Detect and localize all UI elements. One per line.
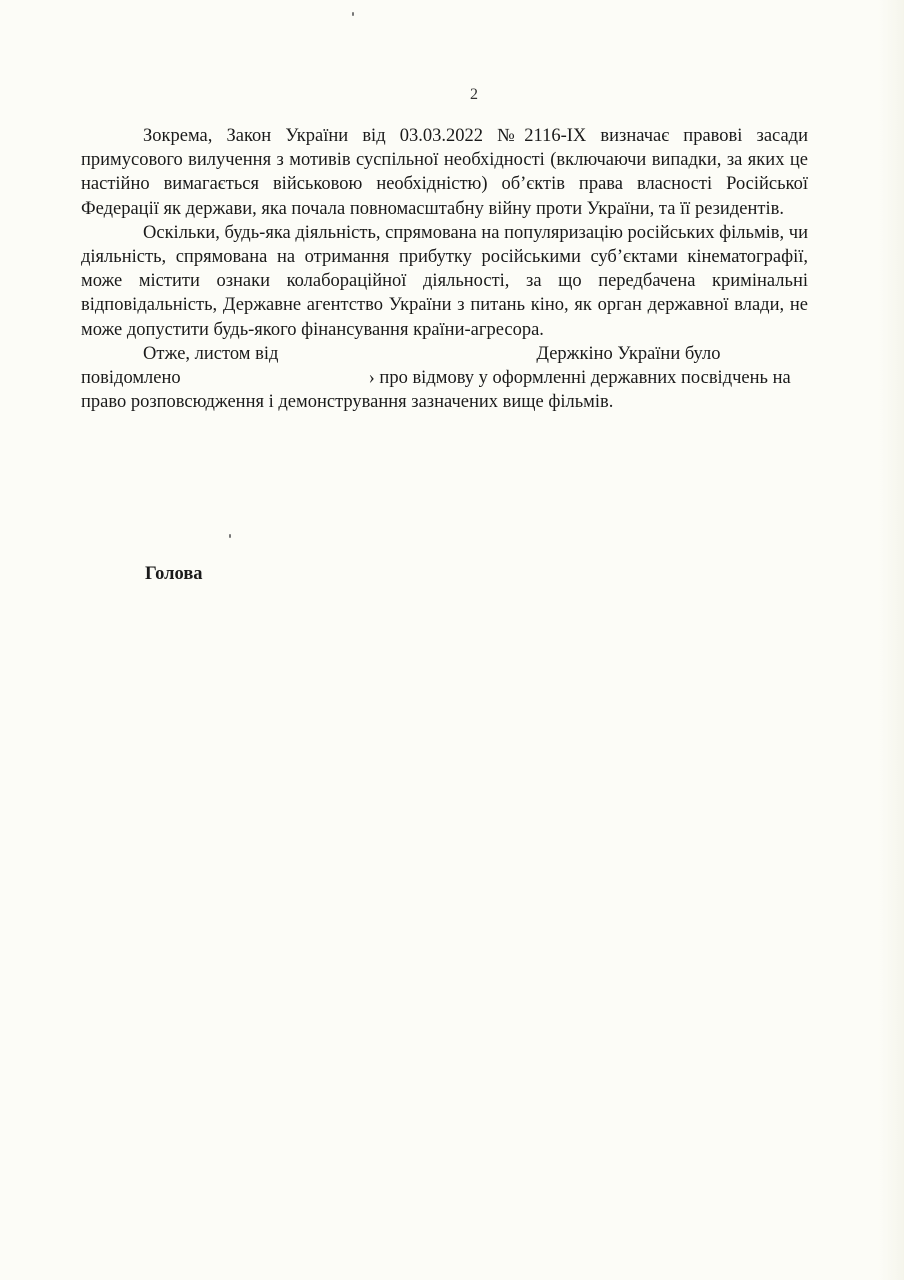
paragraph-conclusion [81,342,808,415]
page-number: 2 [470,86,478,103]
scan-speck [352,12,354,16]
scan-edge [878,0,904,1280]
signature-title: Голова [145,564,203,584]
conclusion-text-1: Отже, листом від [143,343,279,364]
conclusion-text-3: › про відмову у оформленні державних посвідчень на право розповсюдження і демонстрування зазначених вище фільмів. [81,368,791,413]
conclusion-text-2: Держкіно України було повідомлено [81,343,721,389]
scan-speck [229,534,231,538]
paragraph-activity: Оскільки, будь-яка діяльність, спрямована на популяризацію російських фільмів, чи діяльність, спрямована на отримання прибутку російськими суб’єктами кінематографії, може містити ознаки колабораційної діяльності, за що передбачена кримінальні відповідальність, Державне агентство України з питань кіно, як орган державної влади, не може допустити будь-якого фінансування країни-агресора. [81,222,808,340]
letter-body [81,124,808,414]
paragraph-law: Зокрема, Закон України від 03.03.2022 №2116-IX визначає правові засади примусового вилучення з мотивів суспільної необхідності (включаючи випадки, за яких це настійно вимагається військовою необхідністю) об’єктів права власності Російської Федерації як держави, яка почала повномасштабну війну проти України, та її резидентів. [81,126,808,219]
